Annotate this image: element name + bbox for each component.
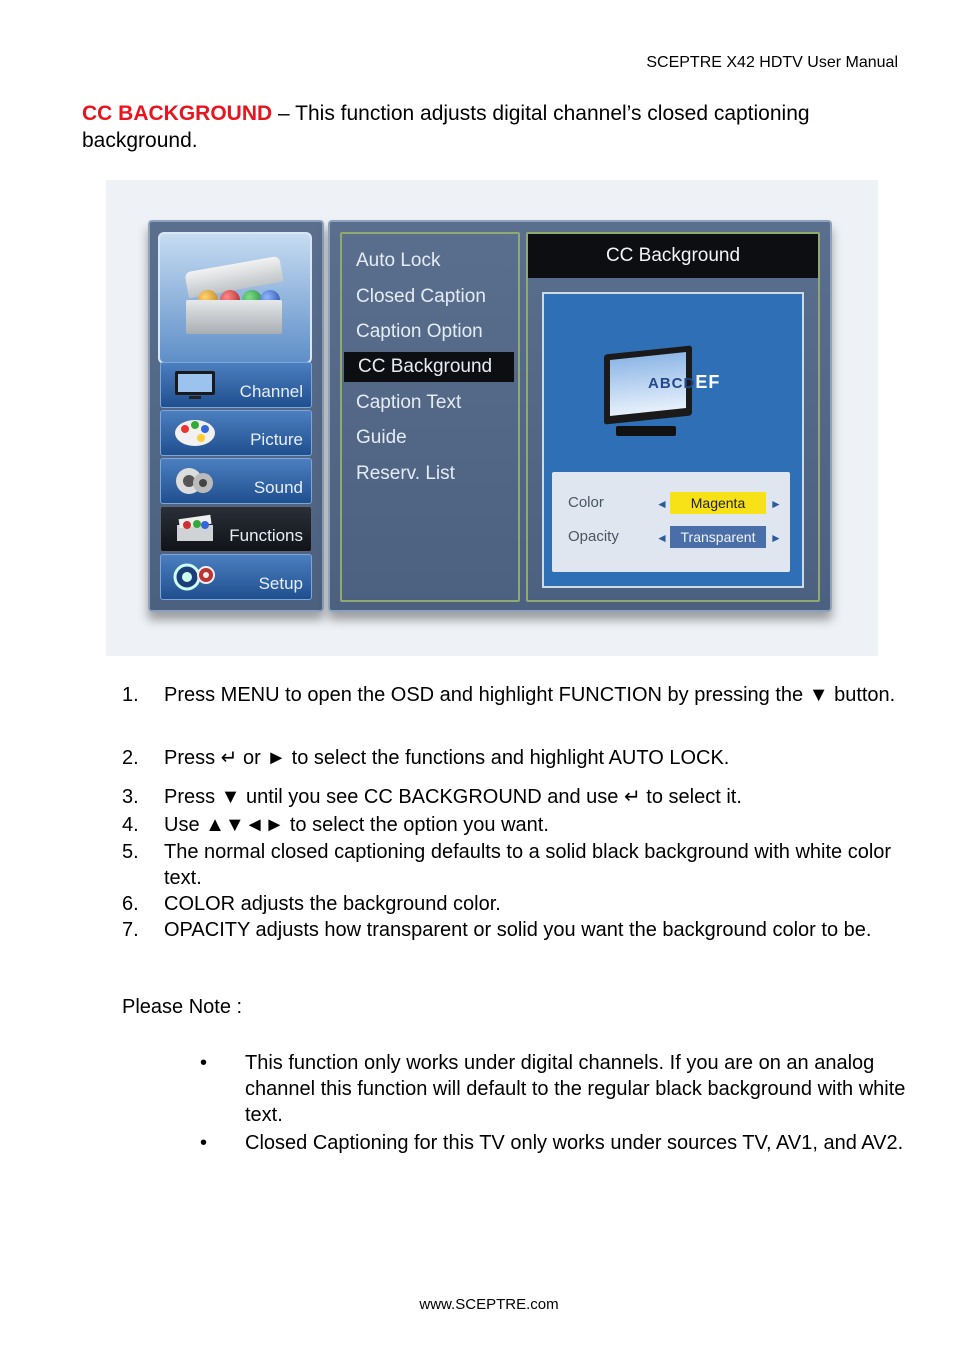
gears-icon <box>167 559 223 595</box>
intro-text: – This function adjusts digital channel’s closed captioning background. <box>82 102 810 152</box>
opacity-value[interactable]: Transparent <box>670 526 766 548</box>
color-value[interactable]: Magenta <box>670 492 766 514</box>
color-label: Color <box>568 494 604 511</box>
menu-item-closed-caption[interactable]: Closed Caption <box>356 286 486 307</box>
menu-item-auto-lock[interactable]: Auto Lock <box>356 250 441 271</box>
note-title: Please Note : <box>122 996 243 1018</box>
color-left-arrow-icon[interactable]: ◄ <box>656 497 668 511</box>
section-keyword: CC BACKGROUND <box>82 102 273 125</box>
toolbox-icon <box>180 264 288 334</box>
function-menu-list <box>340 232 520 602</box>
functions-hero-image <box>158 232 312 364</box>
menu-item-reserv-list[interactable]: Reserv. List <box>356 463 455 484</box>
osd-screenshot <box>106 180 878 656</box>
osd-nav-panel <box>148 220 324 612</box>
footer-url[interactable]: www.SCEPTRE.com <box>419 1296 559 1313</box>
nav-item-picture[interactable]: Picture <box>160 410 312 456</box>
page-header: SCEPTRE X42 HDTV User Manual <box>646 54 898 71</box>
nav-item-setup[interactable]: Setup <box>160 554 312 600</box>
page-footer <box>0 1296 954 1313</box>
menu-item-cc-background[interactable]: CC Background <box>344 352 514 382</box>
cc-background-detail <box>526 232 820 602</box>
nav-item-functions[interactable]: Functions <box>160 506 312 552</box>
speaker-icon <box>167 463 223 499</box>
nav-item-channel[interactable]: Channel <box>160 362 312 408</box>
caption-preview-text: ABCDEF <box>648 372 721 392</box>
intro-paragraph <box>82 100 902 154</box>
menu-item-guide[interactable]: Guide <box>356 427 407 448</box>
palette-icon <box>167 415 223 451</box>
menu-item-caption-option[interactable]: Caption Option <box>356 321 483 342</box>
osd-menu-panel <box>328 220 832 612</box>
tv-stand <box>616 426 676 436</box>
detail-title: CC Background <box>528 234 818 278</box>
nav-item-sound[interactable]: Sound <box>160 458 312 504</box>
toolbox-icon <box>167 511 223 547</box>
bullet-symbol: • <box>200 1052 208 1074</box>
options-box <box>552 472 790 572</box>
detail-preview-area <box>542 292 804 588</box>
opacity-label: Opacity <box>568 528 619 545</box>
menu-item-caption-text[interactable]: Caption Text <box>356 392 462 413</box>
tv-icon <box>167 367 223 403</box>
color-right-arrow-icon[interactable]: ► <box>770 497 782 511</box>
opacity-right-arrow-icon[interactable]: ► <box>770 531 782 545</box>
bullet-symbol: • <box>200 1132 208 1154</box>
opacity-left-arrow-icon[interactable]: ◄ <box>656 531 668 545</box>
